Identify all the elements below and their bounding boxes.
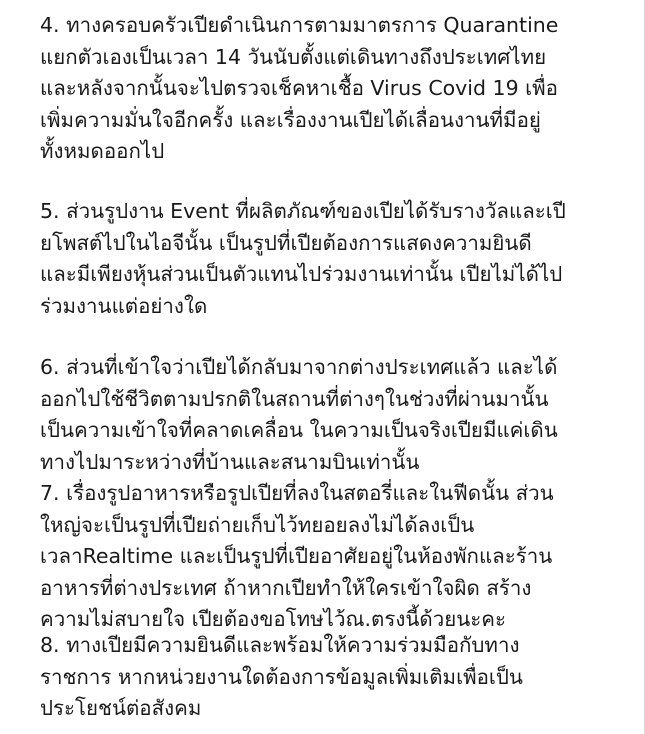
text-line: และมีเพียงหุ้นส่วนเป็นตัวแทนไปร่วมงานเท่านั้น เปียไม่ได้ไป <box>40 262 563 286</box>
paragraph-item-6 <box>40 352 620 478</box>
text-line: เวลาRealtime และเป็นรูปที่เปียอาศัยอยู่ในห้องพักและร้าน <box>40 544 553 568</box>
text-line: อาหารที่ต่างประเทศ ถ้าหากเปียทำให้ใครเข้าใจผิด สร้าง <box>40 575 532 600</box>
text-line: 8. ทางเปียมีความยินดีและพร้อมให้ความร่วมมือกับทาง <box>40 633 520 657</box>
text-line: แยกตัวเองเป็นเวลา 14 วันนับตั้งแต่เดินทางถึงประเทศไทย <box>40 44 547 69</box>
paragraph-item-4 <box>40 10 620 168</box>
text-line: 7. เรื่องรูปอาหารหรือรูปเปียที่ลงในสตอรี่และในฟีดนั้น ส่วน <box>40 481 554 505</box>
text-line: ความไม่สบายใจ เปียต้องขอโทษไว้ณ.ตรงนี้ด้วยนะคะ <box>40 607 506 631</box>
text-line: ประโยชน์ต่อสังคม <box>40 696 202 720</box>
text-line: เป็นความเข้าใจที่คลาดเคลื่อน ในความเป็นจริงเปียมีแค่เดิน <box>40 418 558 442</box>
text-line: ทั้งหมดออกไป <box>40 139 165 163</box>
text-line: ยโพสต์ไปในไอจีนั้น เป็นรูปที่เปียต้องการแสดงความยินดี <box>40 230 532 255</box>
text-line: 4. ทางครอบครัวเปียดำเนินการตามมาตรการ Quarantine <box>40 13 559 37</box>
text-line: เพิ่มความมั่นใจอีกครั้ง และเรื่องงานเปียได้เลื่อนงานที่มีอยู่ <box>40 107 541 132</box>
text-line: และหลังจากนั้นจะไปตรวจเช็คหาเชื้อ Virus Covid 19 เพื่อ <box>40 76 558 100</box>
text-line: 6. ส่วนที่เข้าใจว่าเปียได้กลับมาจากต่างประเทศแล้ว และได้ <box>40 355 558 379</box>
text-line: ทางไปมาระหว่างที่บ้านและสนามบินเท่านั้น <box>40 449 420 474</box>
text-line: ร่วมงานแต่อย่างใด <box>40 293 208 318</box>
text-line: ออกไปใช้ชีวิตตามปรกติในสถานที่ต่างๆในช่วงที่ผ่านมานั้น <box>40 386 549 411</box>
text-line: ราชการ หากหน่วยงานใดต้องการข้อมูลเพิ่มเติมเพื่อเป็น <box>40 664 523 689</box>
paragraph-item-7 <box>40 478 620 636</box>
text-line: 5. ส่วนรูปงาน Event ที่ผลิตภัณฑ์ของเปียได้รับรางวัลและเปี <box>40 199 566 223</box>
paragraph-item-5 <box>40 196 620 322</box>
paragraph-item-8 <box>40 630 620 725</box>
text-line: ใหญ่จะเป็นรูปที่เปียถ่ายเก็บไว้ทยอยลงไม่ได้ลงเป็น <box>40 512 475 537</box>
